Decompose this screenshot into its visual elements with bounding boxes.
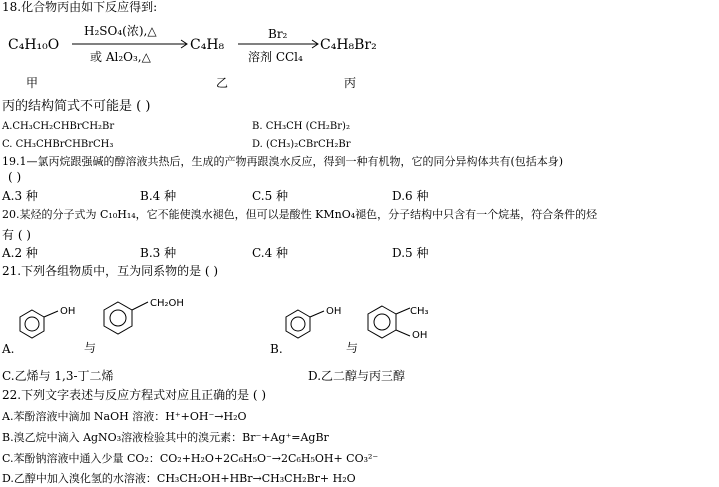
q22-option-c: C.苯酚钠溶液中通入少量 CO₂：CO₂+H₂O+2C₆H₅O⁻→2C₆H₅OH+ CO₃²⁻ bbox=[2, 452, 379, 465]
q19-stem-line1: 19.1—氯丙烷跟强碱的醇溶液共热后，生成的产物再跟溴水反应，得到一种有机物，它的同分异构体共有(包括本身) bbox=[2, 155, 564, 168]
q18-option-a: A.CH₃CH₂CHBrCH₂Br bbox=[2, 121, 115, 132]
q18-question: 丙的结构简式不可能是 ( ) bbox=[2, 99, 151, 114]
q22-option-d: D.乙醇中加入溴化氢的水溶液：CH₃CH₂OH+HBr→CH₃CH₂Br+ H₂O bbox=[2, 472, 356, 485]
q21-option-a-label: A. bbox=[2, 342, 15, 356]
formula-yi: C₄H₈ bbox=[190, 37, 225, 53]
q21-option-b-label: B. bbox=[270, 342, 283, 356]
step1-condition-bottom: 或 Al₂O₃,△ bbox=[90, 50, 151, 64]
q21-option-d: D.乙二醇与丙三醇 bbox=[308, 369, 406, 383]
q18-option-c: C. CH₃CHBrCHBrCH₃ bbox=[2, 139, 114, 150]
q22-title: 22.下列文字表述与反应方程式对应且正确的是 ( ) bbox=[2, 388, 267, 402]
q19-option-a: A.3 种 bbox=[2, 189, 38, 203]
step1-condition-top: H₂SO₄(浓),△ bbox=[84, 24, 157, 38]
q19-stem-line2: ( ) bbox=[8, 170, 22, 184]
q18-option-d: D. (CH₃)₂CBrCH₂Br bbox=[252, 139, 351, 150]
q22-option-a: A.苯酚溶液中滴加 NaOH 溶液：H⁺+OH⁻→H₂O bbox=[2, 410, 247, 423]
yu-connector-a: 与 bbox=[84, 341, 97, 355]
q21-title: 21.下列各组物质中，互为同系物的是 ( ) bbox=[2, 264, 219, 278]
q22-option-b: B.溴乙烷中滴入 AgNO₃溶液检验其中的溴元素：Br⁻+Ag⁺=AgBr bbox=[2, 431, 329, 444]
q21-option-c: C.乙烯与 1,3-丁二烯 bbox=[2, 369, 114, 383]
formula-bing: C₄H₈Br₂ bbox=[320, 37, 377, 53]
q20-stem-line2: 有 ( ) bbox=[2, 228, 31, 242]
q18-title: 18.化合物丙由如下反应得到: bbox=[2, 0, 158, 14]
label-jia: 甲 bbox=[26, 76, 39, 90]
formula-jia: C₄H₁₀O bbox=[8, 37, 60, 53]
label-bing: 丙 bbox=[344, 76, 357, 90]
label-yi: 乙 bbox=[216, 76, 229, 90]
oh-label-b: OH bbox=[326, 306, 342, 317]
step2-condition-top: Br₂ bbox=[268, 27, 288, 41]
q20-option-c: C.4 种 bbox=[252, 246, 289, 260]
q20-stem-line1: 20.某烃的分子式为 C₁₀H₁₄，它不能使溴水褪色，但可以是酸性 KMnO₄褪色，分子结构中只含有一个烷基，符合条件的烃 bbox=[2, 208, 598, 221]
q19-option-c: C.5 种 bbox=[252, 189, 289, 203]
q20-option-b: B.3 种 bbox=[140, 246, 177, 260]
oh-label-c: OH bbox=[412, 330, 428, 341]
q19-option-d: D.6 种 bbox=[392, 189, 429, 203]
step2-condition-bottom: 溶剂 CCl₄ bbox=[248, 50, 303, 64]
q20-option-a: A.2 种 bbox=[2, 246, 38, 260]
yu-connector-b: 与 bbox=[346, 341, 359, 355]
q18-option-b: B. CH₃CH (CH₂Br)₂ bbox=[252, 121, 350, 132]
ch3-label: CH₃ bbox=[410, 306, 429, 317]
ch2oh-label: CH₂OH bbox=[150, 298, 184, 309]
q20-option-d: D.5 种 bbox=[392, 246, 429, 260]
oh-label-a: OH bbox=[60, 306, 76, 317]
q19-option-b: B.4 种 bbox=[140, 189, 177, 203]
